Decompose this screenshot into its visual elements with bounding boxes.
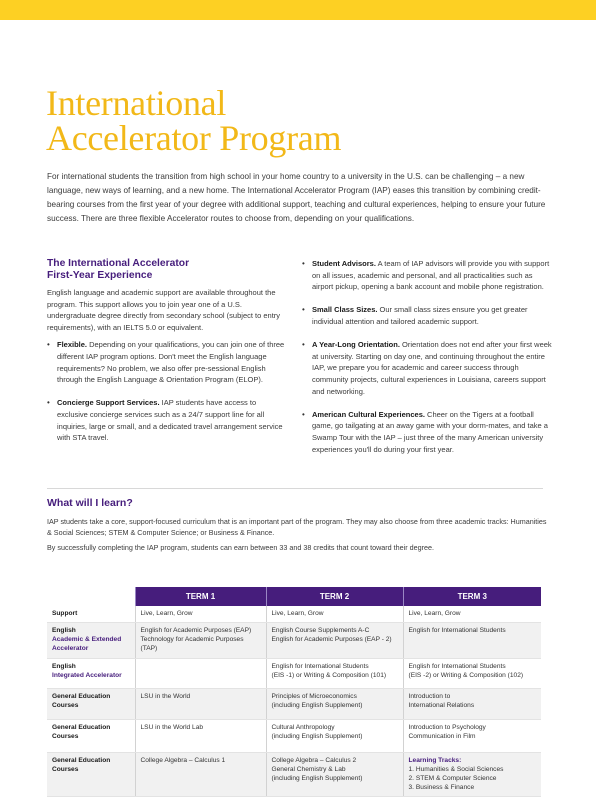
cell-line: (including English Supplement) [271, 774, 363, 782]
cell-line: 3. Business & Finance [408, 783, 475, 791]
row-label: English [52, 662, 76, 670]
row-label: General Education Courses [52, 756, 111, 773]
bullet-term: A Year-Long Orientation. [312, 340, 400, 350]
header-term-3: TERM 3 [403, 587, 541, 606]
table-row [47, 658, 541, 688]
row-label-cell [47, 752, 135, 796]
header-term-1: TERM 1 [135, 587, 266, 606]
cell-line: Principles of Microeconomics [271, 692, 357, 700]
table-row [47, 688, 541, 719]
row-label-cell [47, 688, 135, 719]
top-accent-bar [0, 0, 596, 20]
term-1-cell [135, 658, 266, 688]
term-2-cell [266, 622, 403, 658]
term-3-cell [403, 622, 541, 658]
section-divider [47, 488, 543, 489]
term-3-cell [403, 752, 541, 796]
cell-line: Live, Learn, Grow [271, 610, 324, 617]
term-1-cell [135, 752, 266, 796]
row-label-cell [47, 658, 135, 688]
bullet-term: Flexible. [57, 340, 88, 350]
first-year-column [47, 258, 287, 455]
term-2-cell [266, 658, 403, 688]
term-2-cell [266, 688, 403, 719]
bullet-flexible [47, 339, 287, 385]
cell-line: Communication in Film [408, 732, 476, 740]
row-sublabel: Integrated Accelerator [52, 671, 122, 679]
term-1-cell [135, 622, 266, 658]
table-body [47, 606, 541, 796]
cell-line: (EIS -1) or Writing & Composition (101) [271, 671, 387, 679]
row-label: Support [52, 610, 78, 617]
bullet-text: Our small class sizes ensure you get greater individual attention and tailored academic support. [312, 305, 528, 326]
term-2-cell [266, 719, 403, 752]
cell-line: Technology for Academic Purposes (TAP) [140, 635, 244, 652]
term-2-cell [266, 752, 403, 796]
page-title-line-2: Accelerator Program [46, 118, 342, 158]
bullet-text: IAP students have access to exclusive concierge services such as a 24/7 support line for all inquiries, large or small, and a dedicated travel arrangement service with STA travel. [57, 398, 283, 443]
term-3-cell [403, 719, 541, 752]
bullet-text: Depending on your qualifications, you can join one of three different IAP program options. Don't meet the English language requirements? No problem, we also offer pre-sessional English through the English Language & Orientation Program (ELOP). [57, 340, 285, 385]
term-3-cell [403, 658, 541, 688]
bullet-american-cultural-experiences [302, 409, 552, 455]
cell-line: 2. STEM & Computer Science [408, 774, 497, 782]
benefits-column [302, 258, 552, 467]
table-row [47, 719, 541, 752]
cell-line: College Algebra – Calculus 1 [140, 756, 226, 764]
bullet-small-class-sizes [302, 304, 552, 327]
term-3-cell [403, 688, 541, 719]
cell-line: Cultural Anthropology [271, 723, 335, 731]
cell-line: English for International Students [408, 626, 506, 634]
cell-line: LSU in the World [140, 692, 191, 700]
first-year-body: English language and academic support are available throughout the program. This support allows you to join year one of a U.S. undergraduate degree directly from secondary school (subject to entry requirements), with an IELTS 5.0 or equivalent. [47, 288, 281, 332]
cell-line: English for International Students [408, 662, 506, 670]
page-title-line-1: International [46, 83, 227, 123]
cell-line: English for International Students [271, 662, 369, 670]
cell-line: International Relations [408, 701, 475, 709]
learn-heading: What will I learn? [47, 497, 133, 509]
bullet-text: A team of IAP advisors will provide you with support on all issues, academic and personal, and all practicalities such as airport pickup, opening a bank account and mobile phone registration. [312, 259, 550, 292]
cell-line: English for Academic Purposes (EAP) [140, 626, 252, 634]
bullet-text: Orientation does not end after your first week at university. Starting on day one, and continuing throughout the entire IAP, we prepare you for academic and career success through community projects, cultural experiences in Louisiana, careers support and networking. [312, 340, 552, 396]
row-label: General Education Courses [52, 723, 111, 740]
bullet-term: Concierge Support Services. [57, 398, 160, 408]
learning-tracks-title: Learning Tracks: [408, 756, 462, 764]
page-title [46, 83, 342, 158]
cell-line: (EIS -2) or Writing & Composition (102) [408, 671, 524, 679]
table-row [47, 622, 541, 658]
bullet-term: American Cultural Experiences. [312, 409, 425, 419]
row-label-cell [47, 719, 135, 752]
header-empty-cell [47, 587, 135, 606]
header-term-2: TERM 2 [266, 587, 403, 606]
bullet-term: Student Advisors. [312, 259, 376, 268]
table-row [47, 752, 541, 796]
learn-paragraph-2: By successfully completing the IAP program, students can earn between 33 and 38 credits that count toward their degree. [47, 543, 435, 552]
term-2-cell [266, 606, 403, 622]
cell-line: General Chemistry & Lab [271, 765, 346, 773]
cell-line: (including English Supplement) [271, 732, 363, 740]
bullet-term: Small Class Sizes. [312, 305, 378, 315]
first-year-heading-line-1: The International Accelerator [47, 258, 190, 269]
first-year-heading-line-2: First-Year Experience [47, 270, 153, 281]
benefits-bullet-list [302, 258, 552, 455]
cell-line: English for Academic Purposes (EAP - 2) [271, 635, 392, 643]
cell-line: Introduction to Psychology [408, 723, 486, 731]
cell-line: Live, Learn, Grow [140, 610, 193, 617]
bullet-text: Cheer on the Tigers at a football game, go tailgating at an away game with your dorm-mates, and take a Swamp Tour with the IAP – just three of the many American university experiences you'll do during your first year. [312, 409, 548, 454]
cell-line: 1. Humanities & Social Sciences [408, 765, 504, 773]
table-header-row [47, 587, 541, 606]
row-label: General Education Courses [52, 692, 111, 709]
curriculum-table [47, 587, 541, 797]
first-year-heading [47, 258, 287, 282]
term-1-cell [135, 606, 266, 622]
row-sublabel: Academic & Extended Accelerator [52, 635, 122, 652]
cell-line: College Algebra – Calculus 2 [271, 756, 357, 764]
intro-paragraph: For international students the transition from high school in your home country to a university in the U.S. can be challenging – a new language, new ways of learning, and a new home. The International Accelerator Program (IAP) eases this transition by combining credit-bearing courses from the first year of your degree with additional support, teaching and cultural experiences, helping to ensure your future success. There are three flexible Accelerator routes to choose from, depending on your qualifications. [47, 172, 546, 223]
cell-line: English Course Supplements A-C [271, 626, 370, 634]
learn-paragraph-1: IAP students take a core, support-focused curriculum that is an important part of the program. They may also choose from three academic tracks: Humanities & Social Sciences; STEM & Computer Science; or Business & Finance. [47, 517, 547, 538]
table-row [47, 606, 541, 622]
bullet-student-advisors [302, 258, 552, 293]
term-1-cell [135, 719, 266, 752]
row-label-cell [47, 622, 135, 658]
bullet-concierge [47, 397, 287, 443]
term-3-cell [403, 606, 541, 622]
term-1-cell [135, 688, 266, 719]
cell-line: Introduction to [408, 692, 451, 700]
cell-line: LSU in the World Lab [140, 723, 204, 731]
row-label-cell [47, 606, 135, 622]
row-label: English [52, 626, 76, 634]
first-year-bullet-list [47, 339, 287, 443]
bullet-year-long-orientation [302, 339, 552, 397]
cell-line: Live, Learn, Grow [408, 610, 461, 617]
cell-line: (including English Supplement) [271, 701, 363, 709]
